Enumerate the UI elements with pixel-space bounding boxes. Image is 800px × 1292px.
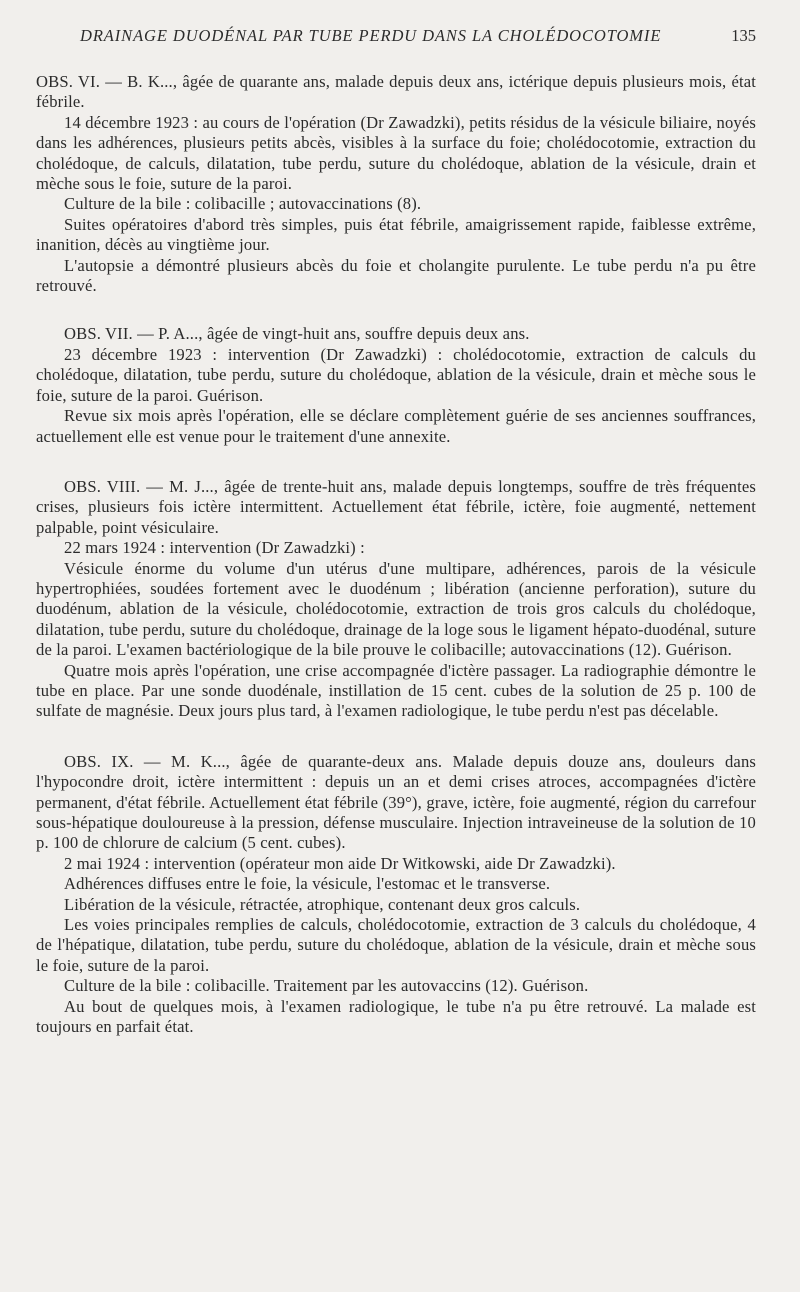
- paragraph: 14 décembre 1923 : au cours de l'opération (Dr Zawadzki), petits résidus de la vésicule biliaire, noyés dans les adhérences, plusieurs petits abcès, visibles à la surface du foie; cholédocotomie, extraction du cholédoque, de calculs, dilatation, tube perdu, suture du cholédoque, ablation de la vésicule, drain et mèche sous le foie, suture de la paroi.: [36, 112, 756, 194]
- paragraph: Suites opératoires d'abord très simples, puis état fébrile, amaigrissement rapide, faiblesse extrême, inanition, décès au vingtième jour.: [36, 214, 756, 255]
- observation-viii: [36, 477, 756, 722]
- observation-ix: [36, 752, 756, 1038]
- paragraph: OBS. IX. — M. K..., âgée de quarante-deux ans. Malade depuis douze ans, douleurs dans l'hypocondre droit, ictère intermittent : depuis un an et demi crises atroces, accompagnées d'ictère permanent, d'état fébrile. Actuellement état fébrile (39°), grave, ictère, foie augmenté, région du carrefour sous-hépatique douloureuse à la pression, défense musculaire. Injection intraveineuse de la solution de 10 p. 100 de chlorure de calcium (5 cent. cubes).: [36, 751, 756, 853]
- paragraph: Culture de la bile : colibacille. Traitement par les autovaccins (12). Guérison.: [64, 976, 589, 996]
- paragraph: OBS. VII. — P. A..., âgée de vingt-huit ans, souffre depuis deux ans.: [64, 324, 530, 344]
- paragraph: Quatre mois après l'opération, une crise accompagnée d'ictère passager. La radiographie démontre le tube en place. Par une sonde duodénale, instillation de 15 cent. cubes de la solution de 25 p. 100 de sulfate de magnésie. Deux jours plus tard, à l'examen radiologique, le tube perdu n'est pas décelable.: [36, 660, 756, 721]
- paragraph: Adhérences diffuses entre le foie, la vésicule, l'estomac et le transverse.: [64, 874, 551, 894]
- paragraph: Au bout de quelques mois, à l'examen radiologique, le tube n'a pu être retrouvé. La malade est toujours en parfait état.: [36, 996, 756, 1037]
- running-head: [80, 26, 756, 46]
- paragraph: OBS. VI. — B. K..., âgée de quarante ans, malade depuis deux ans, ictérique depuis plusieurs mois, état fébrile.: [36, 72, 756, 112]
- running-title: DRAINAGE DUODÉNAL PAR TUBE PERDU DANS LA CHOLÉDOCOTOMIE: [80, 26, 662, 45]
- paragraph: Vésicule énorme du volume d'un utérus d'une multipare, adhérences, parois de la vésicule hypertrophiées, soudées fortement avec le duodénum ; libération (ancienne perforation), suture du duodénum, ablation de la vésicule, cholédocotomie, extraction de trois gros calculs du cholédoque, dilatation, tube perdu, suture du cholédoque, drainage de la loge sous le ligament hépato-duodénal, suture de la paroi. L'examen bactériologique de la bile prouve le colibacille; autovaccinations (12). Guérison.: [36, 558, 756, 660]
- page-number: 135: [731, 26, 756, 45]
- observation-vii: [36, 324, 756, 446]
- paragraph: L'autopsie a démontré plusieurs abcès du foie et cholangite purulente. Le tube perdu n'a pu être retrouvé.: [36, 255, 756, 296]
- paragraph: Culture de la bile : colibacille ; autovaccinations (8).: [64, 194, 422, 214]
- paragraph: Revue six mois après l'opération, elle se déclare complètement guérie de ses anciennes souffrances, actuellement elle est venue pour le traitement d'une annexite.: [36, 406, 756, 446]
- paragraph: 23 décembre 1923 : intervention (Dr Zawadzki) : cholédocotomie, extraction de calculs du cholédoque, dilatation, tube perdu, suture du cholédoque, ablation de la vésicule, drain et mèche sous le foie, suture de la paroi. Guérison.: [36, 344, 756, 405]
- paragraph: OBS. VIII. — M. J..., âgée de trente-huit ans, malade depuis longtemps, souffre de très fréquentes crises, plusieurs fois ictère intermittent. Actuellement état fébrile, ictère, foie augmenté, nettement palpable, point vésiculaire.: [36, 476, 756, 537]
- paragraph: Les voies principales remplies de calculs, cholédocotomie, extraction de 3 calculs du cholédoque, 4 de l'hépatique, dilatation, tube perdu, suture du cholédoque, ablation de la vésicule, drain et mèche sous le foie, suture de la paroi.: [36, 915, 756, 975]
- paragraph: 22 mars 1924 : intervention (Dr Zawadzki) :: [64, 538, 365, 558]
- paragraph: 2 mai 1924 : intervention (opérateur mon aide Dr Witkowski, aide Dr Zawadzki).: [64, 853, 616, 873]
- paragraph: Libération de la vésicule, rétractée, atrophique, contenant deux gros calculs.: [64, 894, 581, 914]
- observation-vi: [36, 72, 756, 296]
